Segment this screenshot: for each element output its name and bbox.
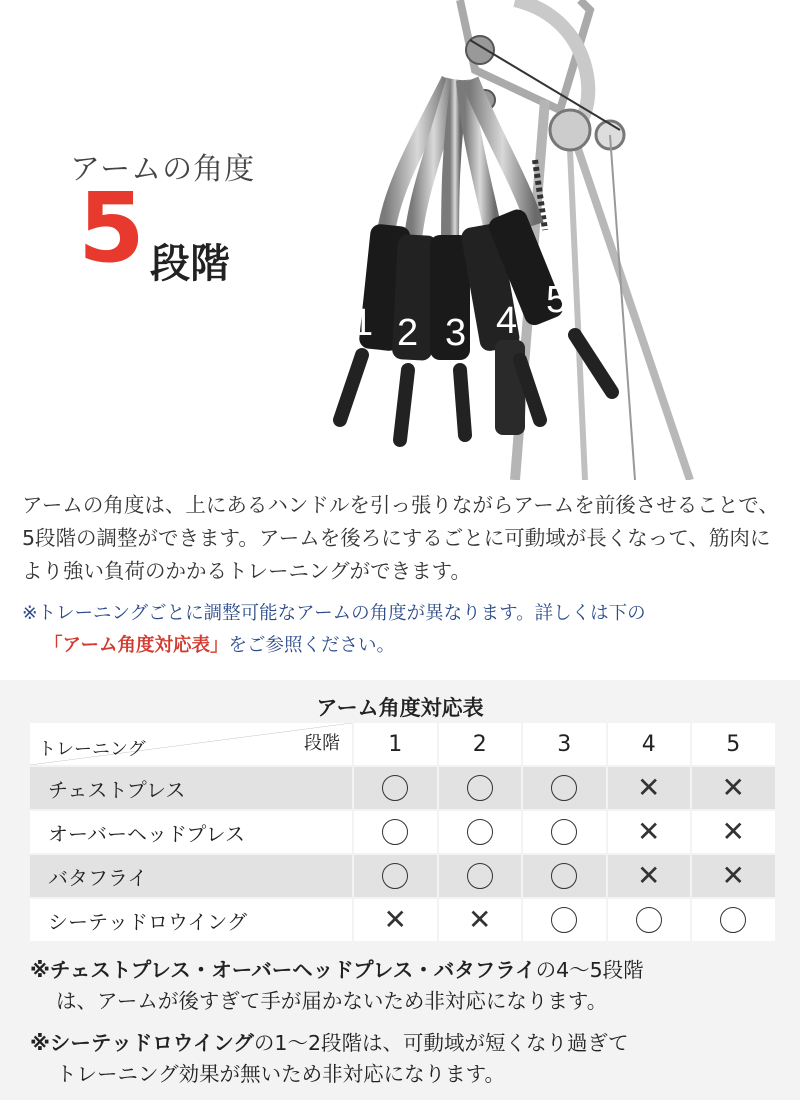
table-mark-cell (439, 899, 522, 941)
circle-mark-icon (467, 863, 493, 889)
cross-mark-icon: ✕ (468, 903, 492, 936)
table-mark-cell (523, 855, 606, 897)
machine-arm-illustration (300, 0, 800, 480)
table-mark-cell (354, 855, 437, 897)
circle-mark-icon (720, 907, 746, 933)
table-level-header-5: 5 (692, 723, 775, 765)
note-line2-rest: をご参照ください。 (228, 635, 395, 656)
table-level-header-2: 2 (439, 723, 522, 765)
circle-mark-icon (551, 863, 577, 889)
table-level-header-3: 3 (523, 723, 606, 765)
arm-label-2: 2 (397, 312, 419, 354)
table-mark-cell (608, 767, 691, 809)
circle-mark-icon (551, 907, 577, 933)
footnote-1 (30, 955, 790, 1017)
table-mark-cell (439, 855, 522, 897)
footnote-2 (30, 1028, 790, 1090)
arm-label-1: 1 (352, 302, 374, 344)
note-line2 (22, 630, 792, 662)
table-mark-cell (692, 899, 775, 941)
table-mark-cell (608, 855, 691, 897)
table-mark-cell (692, 855, 775, 897)
table-level-header-4: 4 (608, 723, 691, 765)
table-row-label: オーバーヘッドプレス (30, 811, 352, 853)
table-mark-cell (608, 899, 691, 941)
footnote-1-rest1: の4〜5段階 (535, 958, 644, 982)
note-highlight: 「アーム角度対応表」 (44, 635, 229, 656)
corner-level-label: 段階 (304, 733, 340, 754)
footnote-2-rest1: の1〜2段階は、可動域が短くなり過ぎて (253, 1031, 629, 1055)
table-mark-cell (523, 767, 606, 809)
heading-arm-angle: アームの角度 (70, 152, 256, 187)
table-mark-cell (354, 811, 437, 853)
corner-training-label: トレーニング (38, 739, 146, 760)
circle-mark-icon (382, 819, 408, 845)
circle-mark-icon (382, 775, 408, 801)
footnote-1-bold: ※チェストプレス・オーバーヘッドプレス・バタフライ (30, 958, 536, 982)
heading-unit: 段階 (150, 241, 230, 287)
circle-mark-icon (551, 819, 577, 845)
table-mark-cell (692, 811, 775, 853)
cross-mark-icon: ✕ (721, 771, 745, 804)
table-row-label: バタフライ (30, 855, 352, 897)
circle-mark-icon (467, 775, 493, 801)
table-row-label: チェストプレス (30, 767, 352, 809)
note-line1: ※トレーニングごとに調整可能なアームの角度が異なります。詳しくは下の (22, 603, 646, 624)
arm-label-3: 3 (445, 312, 467, 354)
cross-mark-icon: ✕ (721, 859, 745, 892)
footnote-1-rest2: は、アームが後すぎて手が届かないため非対応になります。 (56, 989, 608, 1013)
note-text (22, 598, 792, 662)
table-mark-cell (439, 767, 522, 809)
circle-mark-icon (467, 819, 493, 845)
footnote-2-bold: ※シーテッドロウイング (30, 1031, 254, 1055)
cross-mark-icon: ✕ (637, 815, 661, 848)
circle-mark-icon (551, 775, 577, 801)
table-mark-cell (692, 767, 775, 809)
cross-mark-icon: ✕ (637, 771, 661, 804)
table-mark-cell (523, 811, 606, 853)
footnote-2-rest2: トレーニング効果が無いため非対応になります。 (56, 1062, 505, 1086)
table-mark-cell (439, 811, 522, 853)
table-mark-cell (354, 767, 437, 809)
circle-mark-icon (636, 907, 662, 933)
arm-label-5: 5 (546, 279, 568, 321)
table-level-header-1: 1 (354, 723, 437, 765)
circle-mark-icon (382, 863, 408, 889)
cross-mark-icon: ✕ (637, 859, 661, 892)
description-text: アームの角度は、上にあるハンドルを引っ張りながらアームを前後させることで、5段階の調整ができます。アームを後ろにするごとに可動域が長くなって、筋肉により強い負荷のかかるトレーニングができます。 (22, 493, 779, 583)
table-mark-cell (523, 899, 606, 941)
table-corner-cell (30, 723, 352, 765)
cross-mark-icon: ✕ (383, 903, 407, 936)
table-mark-cell (608, 811, 691, 853)
heading-number: 5 (78, 172, 145, 284)
table-mark-cell (354, 899, 437, 941)
cross-mark-icon: ✕ (721, 815, 745, 848)
table-title: アーム角度対応表 (316, 696, 484, 720)
hero-section (0, 0, 800, 480)
arm-label-4: 4 (496, 300, 518, 342)
table-row-label: シーテッドロウイング (30, 899, 352, 941)
